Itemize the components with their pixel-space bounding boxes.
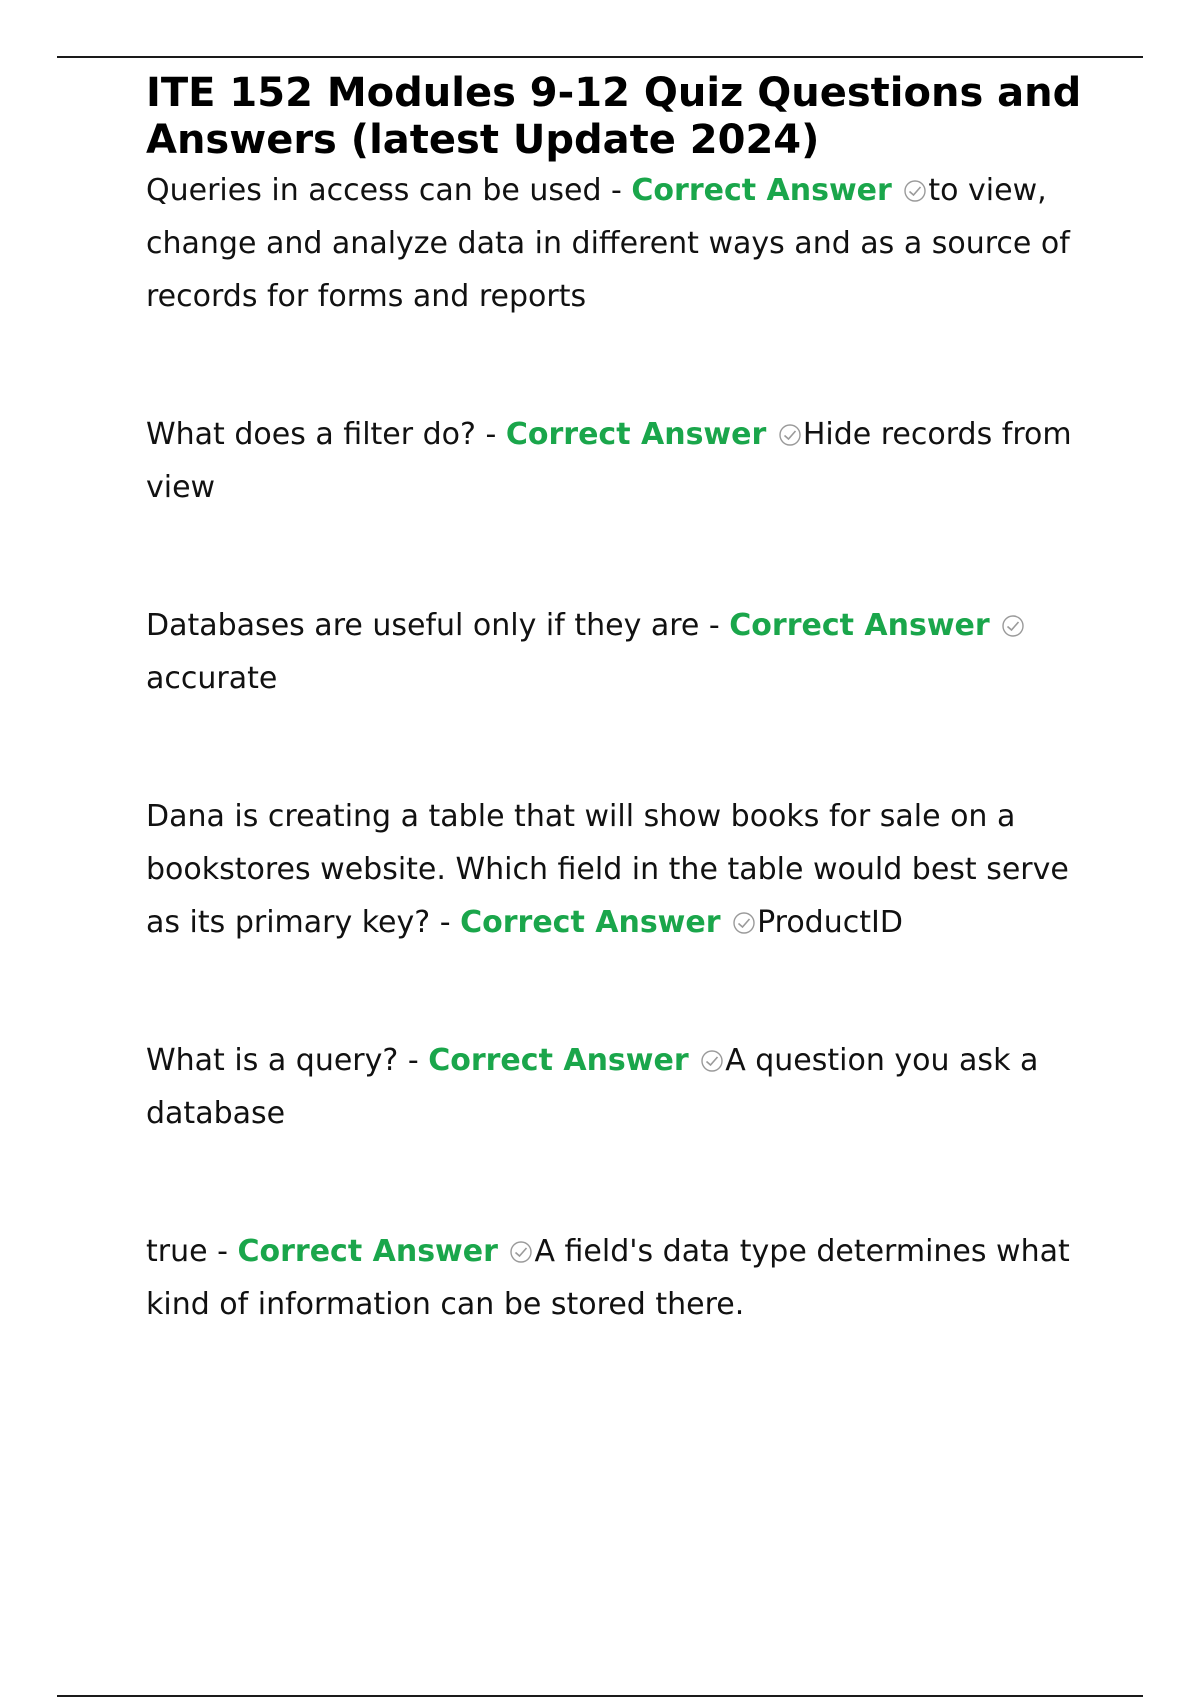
separator: - — [699, 608, 730, 643]
correct-answer-label: Correct Answer — [428, 1043, 689, 1078]
qa-item — [146, 1034, 1096, 1140]
separator: - — [430, 905, 461, 940]
separator: - — [398, 1043, 429, 1078]
answer-text: Hide records from view — [146, 417, 1072, 505]
answer-text: accurate — [146, 661, 278, 696]
question-text: Queries in access can be used — [146, 173, 602, 208]
question-text: Databases are useful only if they are — [146, 608, 700, 643]
correct-answer-label: Correct Answer — [237, 1234, 498, 1269]
question-text: Dana is creating a table that will show books for sale on a bookstores website. Which field in the table would best serve as its primary key? — [146, 799, 1069, 940]
qa-item — [146, 1225, 1096, 1331]
qa-item — [146, 790, 1096, 949]
question-text: What is a query? — [146, 1043, 399, 1078]
separator: - — [601, 173, 632, 208]
correct-answer-label: Correct Answer — [729, 608, 990, 643]
question-text: true — [146, 1234, 208, 1269]
document-body — [146, 70, 1096, 1331]
separator: - — [475, 417, 506, 452]
question-text: What does a filter do? — [146, 417, 476, 452]
correct-answer-label: Correct Answer — [505, 417, 767, 452]
check-circle-icon — [1001, 614, 1025, 638]
answer-text: ProductID — [757, 905, 903, 940]
check-circle-icon — [903, 179, 927, 203]
check-circle-icon — [700, 1049, 724, 1073]
check-circle-icon — [509, 1240, 533, 1264]
answer-text: to view, change and analyze data in different ways and as a source of records for forms and reports — [146, 173, 1070, 314]
qa-item — [146, 164, 1096, 323]
answer-text: A question you ask a database — [146, 1043, 1039, 1131]
bottom-rule — [57, 1695, 1143, 1697]
correct-answer-label: Correct Answer — [460, 905, 721, 940]
separator: - — [207, 1234, 238, 1269]
document-title: ITE 152 Modules 9-12 Quiz Questions and Answers (latest Update 2024) — [146, 70, 1082, 163]
check-circle-icon — [778, 423, 802, 447]
answer-text: A field's data type determines what kind of information can be stored there. — [146, 1234, 1070, 1322]
top-rule — [57, 56, 1143, 58]
check-circle-icon — [732, 911, 756, 935]
correct-answer-label: Correct Answer — [631, 173, 892, 208]
qa-item — [146, 408, 1096, 514]
qa-item — [146, 599, 1096, 705]
